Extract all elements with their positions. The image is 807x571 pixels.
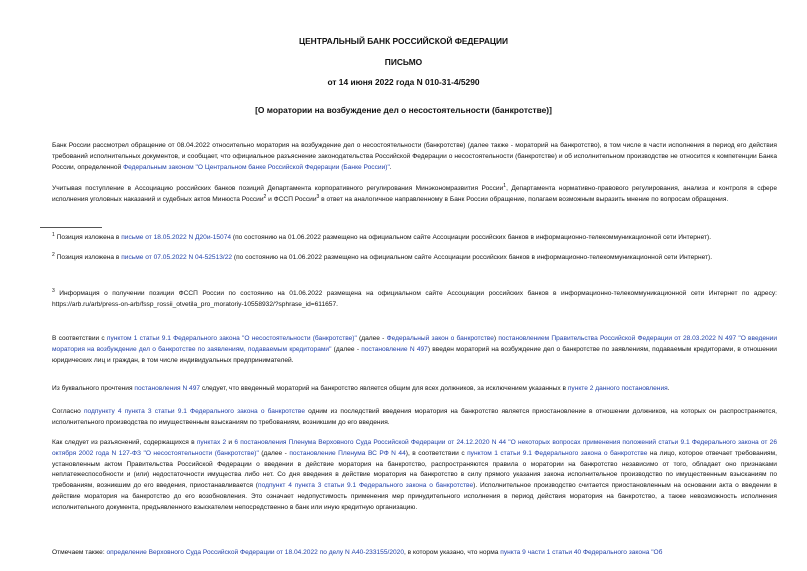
- link-resolution-497-short[interactable]: постановление N 497: [361, 345, 428, 353]
- p6-text-1: Как следует из разъяснений, содержащихся в: [52, 439, 197, 446]
- fn3-text-1: Информация о получении позиции ФССП России по состоянию на 01.06.2022 размещена на официальном сайте Ассоциации российских банков в информационно-телекоммуникационной сети Интернет по адресу: https://arb.ru/arb/press-on-arb/fssp_rossii_otvetila_pro_moratoriy-10558932/?sphrase_id=611657.: [52, 290, 777, 308]
- p1-text-1: Банк России рассмотрел обращение от 08.04.2022 относительно моратория на возбуждение дел о несостоятельности (банкротстве) (далее также - мораторий на банкротство), в том числе в части исполнения в период его действия требований исполнительных документов, и сообщает, что официальное разъяснение законодательства Российской Федерации о несостоятельности (банкротстве) и об исполнительном производстве не относится к компетенции Банка России, определенной: [52, 142, 777, 171]
- link-art-9-1-item-1[interactable]: пунктом 1 статьи 9.1 Федерального закона о банкротстве: [467, 449, 648, 457]
- doc-date-number: от 14 июня 2022 года N 010-31-4/5290: [327, 77, 480, 87]
- footnote-2-mark: 2: [52, 251, 55, 258]
- paragraph-6: [40, 438, 777, 514]
- link-supreme-court-ruling[interactable]: определение Верховного Суда Российской Федерации от 18.04.2022 по делу N А40-233155/2020: [106, 549, 404, 556]
- link-items-2[interactable]: пунктах 2: [196, 439, 227, 446]
- p6-text-4: ), в соответствии с: [405, 449, 468, 457]
- p7-text-2: , в котором указано, что норма: [404, 549, 501, 556]
- paragraph-7: [40, 548, 777, 559]
- p2-text-2: , Департамента нормативно-правового регулирования, анализа и контроля в сфере исполнения уголовных наказаний и судебных актов Минюста России: [52, 185, 778, 203]
- paragraph-1: [40, 141, 777, 173]
- p3-text-5: ) введен мораторий на возбуждение дел о банкротстве по заявлениям, подаваемым кредиторами, в отношении юридических лиц и граждан, в том числе индивидуальных предпринимателей.: [52, 345, 777, 364]
- footnote-3-mark: 3: [52, 287, 55, 294]
- p3-text-4: (далее -: [331, 345, 362, 353]
- p3-text-3: ): [493, 335, 499, 342]
- footnote-1: [40, 233, 777, 244]
- p3-text-1: В соответствии с: [52, 335, 107, 342]
- link-item-9-art-40[interactable]: пункта 9 части 1 статьи 40 Федерального закона "Об: [500, 549, 663, 556]
- p4-text-3: .: [667, 385, 670, 392]
- paragraph-2: [40, 184, 777, 206]
- link-item-2[interactable]: пункте 2 данного постановления: [567, 385, 668, 392]
- p2-text-3: и ФССП России: [266, 195, 317, 203]
- link-bankruptcy-law[interactable]: Федеральный закон о банкротстве: [386, 335, 494, 342]
- p2-text-4: в ответ на аналогичное направленному в Банк России обращение, полагаем возможным выразить мнение по вопросам обращения.: [319, 195, 729, 203]
- org-title: ЦЕНТРАЛЬНЫЙ БАНК РОССИЙСКОЙ ФЕДЕРАЦИИ: [298, 36, 509, 46]
- p6-text-6: ). Исполнительное производство считается приостановленным на основании акта о введении в действие моратория на банкротство до его возобновления. Это означает недопустимость применения мер принудительного исполнения в период действия моратория на банкротство, а также невозможность исполнения исполнительного документа, предъявленного взыскателем непосредственно в банк или иную кредитную организацию.: [52, 482, 777, 511]
- p3-text-2: (далее -: [356, 335, 387, 342]
- footnote-ref-2[interactable]: 2: [263, 193, 267, 200]
- p7-text-1: Отмечаем также:: [52, 549, 107, 556]
- footnote-3: [40, 289, 777, 311]
- doc-type: ПИСЬМО: [384, 57, 423, 67]
- p4-text-1: Из буквального прочтения: [52, 385, 135, 392]
- link-resolution-497[interactable]: постановлением Правительства Российской Федерации от 28.03.2022 N 497 "О введении моратория на возбуждение дел о банкротстве по заявлениям, подаваемым кредиторами": [52, 335, 778, 353]
- p2-text-1: Учитывая поступление в Ассоциацию российских банков позиций Департамента корпоративного регулирования Минэкономразвития России: [52, 185, 504, 192]
- fn2-text-2: (по состоянию на 01.06.2022 размещено на официальном сайте Ассоциации российских банков в информационно-телекоммуникационной сети Интернет).: [232, 254, 713, 261]
- p6-text-5: на лицо, которое отвечает требованиям, установленным актом Правительства Российской Федерации о введении в действие моратория на банкротство, распространяются правила о моратории на банкротство независимо от того, обладает оно признаками неплатежеспособности и (или) недостаточности имущества либо нет. Со дня введения в действие моратория на банкротство в силу прямого указания закона исполнительное производство по имущественным взысканиям по требованиям, возникшим до его введения, приостанавливается (: [52, 449, 777, 490]
- paragraph-3: [40, 334, 777, 366]
- footnote-2: [40, 253, 777, 264]
- link-cb-law[interactable]: Федеральным законом "О Центральном банке Российской Федерации (Банке России)": [123, 163, 390, 171]
- link-subitem-4-p6[interactable]: подпункт 4 пункта 3 статьи 9.1 Федерального закона о банкротстве: [258, 482, 474, 490]
- link-resolution-497-p4[interactable]: постановления N 497: [134, 385, 201, 392]
- paragraph-5: [40, 407, 777, 429]
- fn1-text-2: (по состоянию на 01.06.2022 размещено на официальном сайте Ассоциации российских банков в информационно-телекоммуникационной сети Интернет).: [231, 234, 712, 241]
- p5-text-2: одним из последствий введения моратория на банкротство является приостановление в отношении должников, на которых он распространяется, исполнительного производства по имущественным взысканиям по требованиям, возникшим до его введения.: [52, 408, 777, 426]
- doc-subject: [О моратории на возбуждение дел о несостоятельности (банкротстве)]: [255, 105, 552, 115]
- footnote-ref-1[interactable]: 1: [503, 182, 507, 189]
- p4-text-2: следует, что введенный мораторий на банкротство является общим для всех должников, за исключением указанных в: [200, 385, 568, 392]
- footnote-1-mark: 1: [52, 231, 55, 238]
- footnote-ref-3[interactable]: 3: [316, 193, 320, 200]
- link-letter-minecon[interactable]: письме от 18.05.2022 N Д20и-15074: [121, 234, 232, 241]
- paragraph-4: [40, 384, 777, 395]
- link-plenum-44-short[interactable]: постановление Пленума ВС РФ N 44: [289, 449, 406, 457]
- link-plenum-44[interactable]: 6 постановления Пленума Верховного Суда Российской Федерации от 24.12.2020 N 44 "О некоторых вопросах применения положений статьи 9.1 Федерального закона от 26 октября 2002 года N 127-ФЗ "О несостоятельности (банкротстве)": [52, 439, 777, 457]
- fn1-text-1: Позиция изложена в: [54, 234, 122, 241]
- fn2-text-1: Позиция изложена в: [54, 254, 122, 261]
- link-subitem-4[interactable]: подпункту 4 пункта 3 статьи 9.1 Федерального закона о банкротстве: [83, 408, 306, 415]
- p6-text-2: и: [226, 439, 235, 446]
- p6-text-3: (далее -: [258, 449, 290, 457]
- link-art-9-1[interactable]: пунктом 1 статьи 9.1 Федерального закона "О несостоятельности (банкротстве)": [106, 335, 357, 342]
- p5-text-1: Согласно: [52, 408, 84, 415]
- footnote-divider: [40, 227, 102, 228]
- link-letter-minjust[interactable]: письме от 07.05.2022 N 04-52513/22: [121, 254, 233, 261]
- p1-text-2: .: [389, 163, 392, 171]
